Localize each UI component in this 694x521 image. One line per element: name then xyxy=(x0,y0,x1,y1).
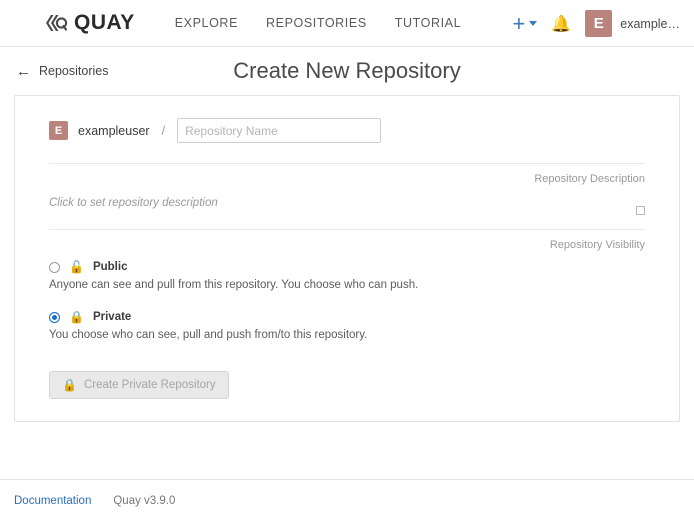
footer-version-label: Quay v3.9.0 xyxy=(113,494,176,507)
bell-icon[interactable]: 🔔 xyxy=(551,15,572,33)
visibility-option-public-title: Public xyxy=(92,261,128,273)
nav-link-explore[interactable]: EXPLORE xyxy=(174,16,239,30)
back-to-repositories-link[interactable] xyxy=(16,64,108,79)
quay-logo-icon xyxy=(44,11,68,35)
repository-name-row xyxy=(35,96,659,163)
navbar-right-controls xyxy=(512,0,680,47)
repository-name-input[interactable] xyxy=(177,118,381,143)
radio-private[interactable] xyxy=(49,312,60,323)
chevron-down-icon xyxy=(529,21,537,26)
visibility-option-public-header xyxy=(49,261,645,273)
visibility-option-private-title: Private xyxy=(92,311,132,323)
create-new-menu-button[interactable] xyxy=(512,10,537,36)
nav-links xyxy=(175,16,461,30)
edit-icon[interactable] xyxy=(636,206,645,215)
visibility-option-private-header xyxy=(49,311,645,323)
lock-icon-button: 🔒 xyxy=(62,378,77,392)
repository-description-row[interactable] xyxy=(35,191,659,229)
top-navbar xyxy=(0,0,694,47)
nav-link-repositories[interactable]: REPOSITORIES xyxy=(266,16,367,30)
brand-text: QUAY xyxy=(74,11,135,34)
avatar: E xyxy=(585,10,612,37)
brand-logo-link[interactable] xyxy=(44,11,135,35)
lock-icon: 🔒 xyxy=(69,310,84,324)
nav-link-tutorial[interactable]: TUTORIAL xyxy=(394,16,462,30)
visibility-option-private[interactable] xyxy=(35,307,659,341)
arrow-left-icon: ← xyxy=(16,62,31,80)
visibility-option-private-description: You choose who can see, pull and push from/to this repository. xyxy=(49,329,368,341)
visibility-option-public-description: Anyone can see and pull from this repository. You choose who can push. xyxy=(49,279,419,291)
visibility-option-public[interactable] xyxy=(35,257,659,291)
page-title: Create New Repository xyxy=(233,58,461,83)
namespace-avatar: E xyxy=(49,121,68,140)
create-private-repository-button[interactable] xyxy=(49,371,229,399)
radio-public[interactable] xyxy=(49,262,60,273)
user-menu-button[interactable] xyxy=(585,10,680,37)
user-name-label: example… xyxy=(620,16,680,31)
create-private-repository-label: Create Private Repository xyxy=(83,379,216,391)
create-repository-card xyxy=(14,95,680,422)
repository-visibility-section-label: Repository Visibility xyxy=(549,239,645,251)
repository-description-placeholder[interactable]: Click to set repository description xyxy=(49,197,218,209)
namespace-label: exampleuser xyxy=(78,123,150,138)
repository-description-section-label: Repository Description xyxy=(534,173,645,185)
plus-icon: + xyxy=(512,10,526,36)
submit-row xyxy=(35,357,659,421)
page-header xyxy=(0,47,694,95)
namespace-separator: / xyxy=(161,123,166,138)
footer xyxy=(0,479,694,521)
footer-documentation-link[interactable]: Documentation xyxy=(14,494,92,507)
unlock-icon: 🔓 xyxy=(69,260,84,274)
content-area xyxy=(0,95,694,422)
back-link-label: Repositories xyxy=(39,64,109,78)
